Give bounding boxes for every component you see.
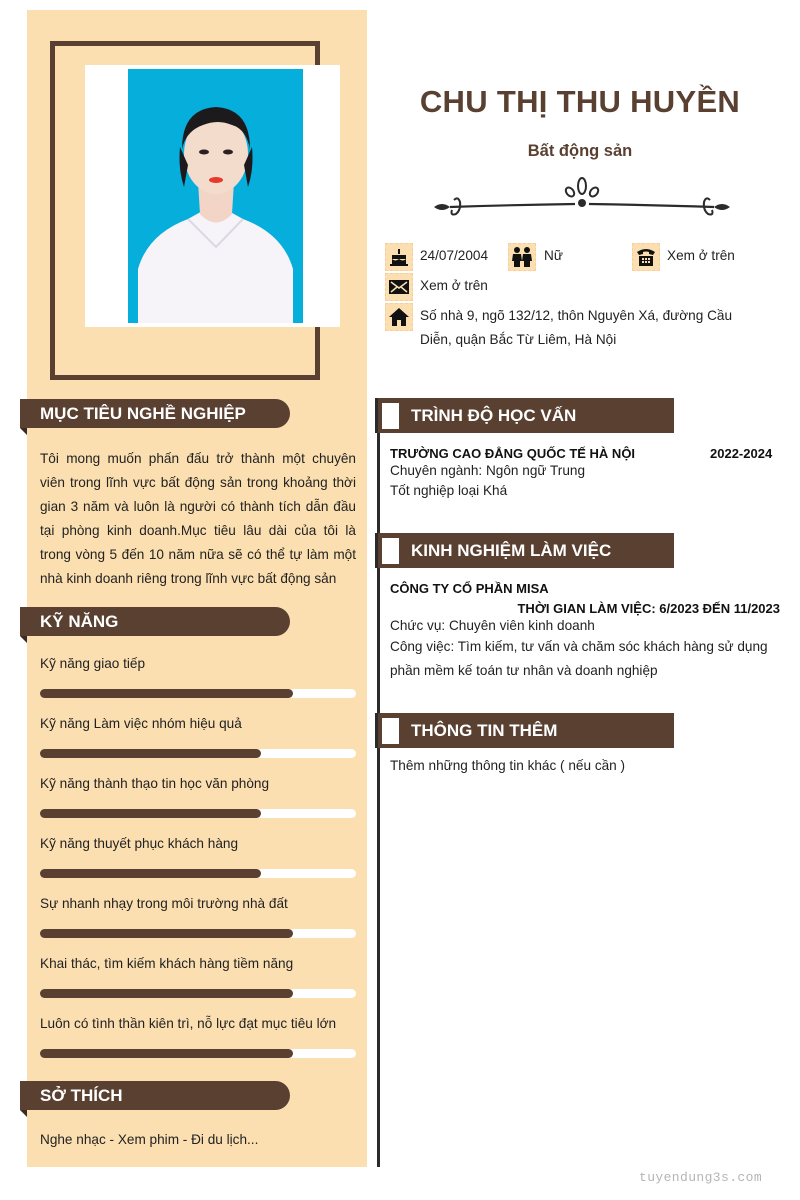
skill-bar: [40, 869, 356, 878]
ornament-divider-icon: [430, 172, 734, 220]
skill-bar: [40, 809, 356, 818]
heading-label: THÔNG TIN THÊM: [411, 721, 558, 740]
gender-icon: [508, 243, 536, 271]
birthday-value: 24/07/2004: [420, 248, 489, 263]
heading-cap: [375, 713, 378, 748]
skill-bar: [40, 689, 356, 698]
education-school: TRƯỜNG CAO ĐẲNG QUỐC TẾ HÀ NỘI: [390, 446, 636, 461]
section-heading-experience: [375, 533, 674, 568]
skill-bar-fill: [40, 869, 261, 878]
section-heading-hobbies: SỞ THÍCH: [20, 1081, 290, 1110]
section-heading-objective: MỤC TIÊU NGHỀ NGHIỆP: [20, 399, 290, 428]
skill-label: Luôn có tình thần kiên trì, nỗ lực đạt mục tiêu lớn: [40, 1016, 337, 1031]
section-heading-additional: [375, 713, 674, 748]
heading-label: TRÌNH ĐỘ HỌC VẤN: [411, 406, 577, 425]
cake-icon: [385, 243, 413, 271]
timeline-line: [377, 398, 380, 1167]
additional-text: Thêm những thông tin khác ( nếu cần ): [390, 758, 626, 773]
section-heading-skills: KỸ NĂNG: [20, 607, 290, 636]
experience-role: Chức vụ: Chuyên viên kinh doanh: [390, 618, 595, 633]
experience-company: CÔNG TY CỔ PHẦN MISA: [390, 581, 549, 596]
home-icon: [385, 303, 413, 331]
address-line-2: Diễn, quận Bắc Từ Liêm, Hà Nội: [420, 332, 617, 347]
heading-cap: [375, 533, 378, 568]
envelope-icon: [385, 273, 413, 301]
skill-label: Kỹ năng Làm việc nhóm hiệu quả: [40, 716, 242, 731]
skill-bar: [40, 749, 356, 758]
skill-bar: [40, 989, 356, 998]
skill-label: Kỹ năng thành thạo tin học văn phòng: [40, 776, 270, 791]
heading-label: KINH NGHIỆM LÀM VIỆC: [411, 541, 612, 560]
objective-text: Tôi mong muốn phấn đấu trở thành một chuyên viên trong lĩnh vực bất động sản trong khoảng thời gian 3 năm và luôn là người có thành tích dẫn đầu tại phòng kinh doanh.Mục tiêu lâu dài của tôi là trong vòng 5 đến 10 năm nữa sẽ có thể tự làm một nhà kinh doanh riêng trong lĩnh vực bất động sản: [40, 451, 356, 586]
experience-duty-line-2: phần mềm kế toán tư nhân và doanh nghiệp: [390, 663, 658, 678]
job-title: Bất động sản: [527, 142, 633, 160]
heading-marker: [382, 403, 399, 429]
heading-cap: [375, 398, 378, 433]
skill-bar-fill: [40, 989, 293, 998]
phone-value: Xem ở trên: [667, 248, 735, 263]
hobbies-text: Nghe nhạc - Xem phim - Đi du lịch...: [40, 1132, 259, 1147]
education-period: 2022-2024: [710, 446, 773, 461]
skill-bar: [40, 929, 356, 938]
skill-bar-fill: [40, 689, 293, 698]
experience-duty-line-1: Công việc: Tìm kiếm, tư vấn và chăm sóc khách hàng sử dụng: [390, 639, 768, 654]
gender-value: Nữ: [544, 248, 563, 263]
section-heading-education: [375, 398, 674, 433]
watermark: tuyendung3s.com: [639, 1170, 763, 1185]
skill-label: Kỹ năng thuyết phục khách hàng: [40, 836, 239, 851]
email-value: Xem ở trên: [420, 278, 488, 293]
skill-bar: [40, 1049, 356, 1058]
skill-bar-fill: [40, 1049, 293, 1058]
heading-marker: [382, 538, 399, 564]
skill-bar-fill: [40, 809, 261, 818]
skill-label: Khai thác, tìm kiếm khách hàng tiềm năng: [40, 956, 294, 971]
portrait-photo: [128, 69, 303, 323]
phone-icon: [632, 243, 660, 271]
experience-period: THỜI GIAN LÀM VIỆC: 6/2023 ĐẾN 11/2023: [517, 601, 780, 616]
education-major: Chuyên ngành: Ngôn ngữ Trung: [390, 463, 586, 478]
skill-bar-fill: [40, 929, 293, 938]
skill-label: Kỹ năng giao tiếp: [40, 656, 146, 671]
skill-label: Sự nhanh nhạy trong môi trường nhà đất: [40, 896, 288, 911]
address-line-1: Số nhà 9, ngõ 132/12, thôn Nguyên Xá, đường Cầu: [420, 308, 733, 323]
skill-bar-fill: [40, 749, 261, 758]
education-grade: Tốt nghiệp loại Khá: [390, 483, 508, 498]
candidate-name: CHU THỊ THU HUYỀN: [419, 84, 741, 119]
heading-marker: [382, 718, 399, 744]
